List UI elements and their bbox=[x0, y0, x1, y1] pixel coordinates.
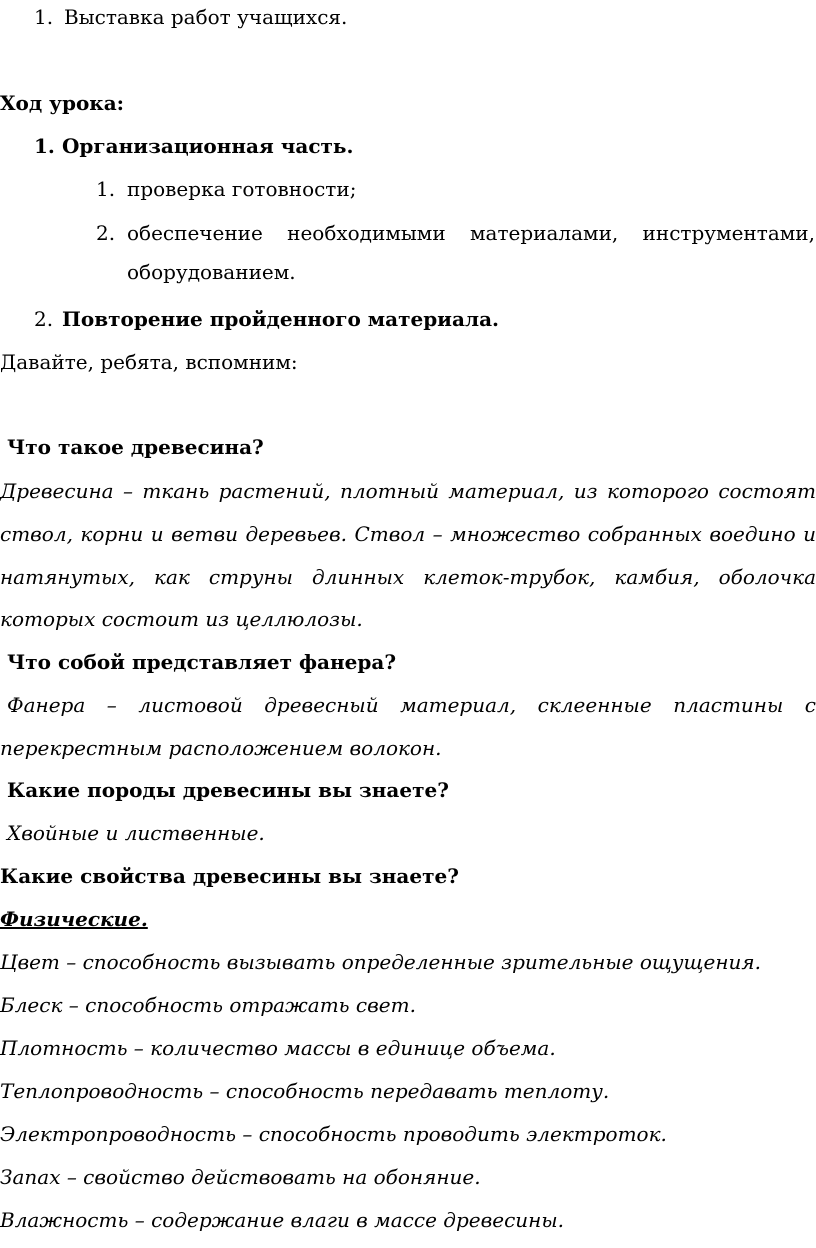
answer-1-line-4: которых состоит из целлюлозы. bbox=[0, 607, 363, 631]
list-item-text: проверка готовности; bbox=[127, 177, 357, 201]
property-item: Блеск – способность отражать свет. bbox=[0, 993, 416, 1017]
list-item-text-continued: оборудованием. bbox=[127, 260, 296, 284]
property-item: Запах – свойство действовать на обоняние. bbox=[0, 1165, 481, 1189]
answer-2-line-2: перекрестным расположением волокон. bbox=[0, 736, 442, 760]
property-item: Теплопроводность – способность передавать теплоту. bbox=[0, 1079, 610, 1103]
property-item: Электропроводность – способность проводить электроток. bbox=[0, 1122, 667, 1146]
question-4: Какие свойства древесины вы знаете? bbox=[0, 864, 459, 888]
question-2: Что собой представляет фанера? bbox=[7, 650, 397, 674]
intro-text: Давайте, ребята, вспомним: bbox=[0, 350, 298, 374]
answer-1-line-2: ствол, корни и ветви деревьев. Ствол – множество собранных воедино и bbox=[0, 522, 816, 546]
question-3: Какие породы древесины вы знаете? bbox=[7, 778, 449, 802]
list-number: 1. bbox=[96, 177, 116, 201]
property-item: Цвет – способность вызывать определенные зрительные ощущения. bbox=[0, 950, 762, 974]
section-number: 1. bbox=[34, 134, 55, 158]
list-item-text: Выставка работ учащихся. bbox=[64, 5, 348, 29]
answer-3: Хвойные и лиственные. bbox=[7, 821, 265, 845]
list-number: 2. bbox=[96, 221, 116, 245]
answer-1-line-3: натянутых, как струны длинных клеток-трубок, камбия, оболочка bbox=[0, 565, 816, 589]
list-item-text: обеспечение необходимыми материалами, инструментами, bbox=[127, 221, 815, 245]
lesson-heading: Ход урока: bbox=[0, 91, 125, 115]
property-category: Физические. bbox=[0, 907, 148, 931]
question-1: Что такое древесина? bbox=[7, 435, 264, 459]
section-number: 2. bbox=[34, 307, 54, 331]
list-number: 1. bbox=[34, 5, 54, 29]
section-title: Организационная часть. bbox=[62, 134, 354, 158]
answer-2-line-1: Фанера – листовой древесный материал, склеенные пластины с bbox=[7, 693, 816, 717]
answer-1-line-1: Древесина – ткань растений, плотный материал, из которого состоят bbox=[0, 479, 816, 503]
property-item: Плотность – количество массы в единице объема. bbox=[0, 1036, 556, 1060]
section-title: Повторение пройденного материала. bbox=[62, 307, 500, 331]
property-item: Влажность – содержание влаги в массе древесины. bbox=[0, 1208, 564, 1232]
